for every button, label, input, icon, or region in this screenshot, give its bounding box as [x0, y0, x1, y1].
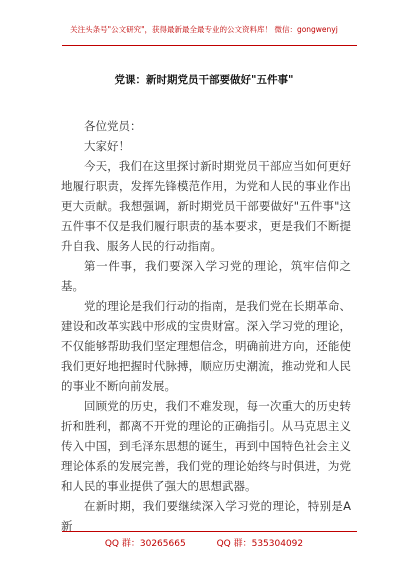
paragraph: 回顾党的历史，我们不难发现，每一次重大的历史转折和胜利，都离不开党的理论的正确指引。从马克思主义传入中国，到毛泽东思想的诞生，再到中国特色社会主义理论体系的发展完善，我们党的理论始终与时俱进，为党和人民的事业提供了强大的思想武器。 — [61, 399, 351, 493]
paragraph: 第一件事，我们要深入学习党的理论，筑牢信仰之基。 — [61, 259, 351, 293]
footer-qq-group-2: QQ 群：535304092 — [216, 539, 304, 549]
footer-divider — [62, 531, 357, 532]
paragraph: 今天，我们在这里探讨新时期党员干部应当如何更好地履行职责，发挥先锋模范作用，为党和人民的事业作出更大贡献。我想强调，新时期党员干部要做好"五件事"这五件事不仅是我们履行职责的基本要求，更是我们不断提升自我、服务人民的行动指南。 — [61, 159, 351, 253]
paragraph: 在新时期，我们要继续深入学习党的理论，特别是A新 — [61, 499, 351, 533]
footer-qq-group-1: QQ 群：30265665 — [104, 539, 186, 549]
header-note: 关注头条号"公文研究"，获得最新最全最专业的公文资料库！ 微信：gongwenyj — [70, 25, 338, 34]
footer-contacts — [0, 536, 408, 549]
salutation-greeting: 各位党员： — [84, 119, 142, 133]
paragraph: 党的理论是我们行动的指南，是我们党在长期革命、建设和改革实践中形成的宝贵财富。深入学习党的理论，不仅能够帮助我们坚定理想信念，明确前进方向，还能使我们更好地把握时代脉搏，顺应历史潮流，推动党和人民的事业不断向前发展。 — [61, 299, 351, 393]
document-body — [61, 116, 351, 536]
salutation-hello: 大家好！ — [84, 139, 130, 153]
document-title: 党课：新时期党员干部要做好"五件事" — [114, 74, 294, 86]
header-divider — [62, 45, 357, 46]
